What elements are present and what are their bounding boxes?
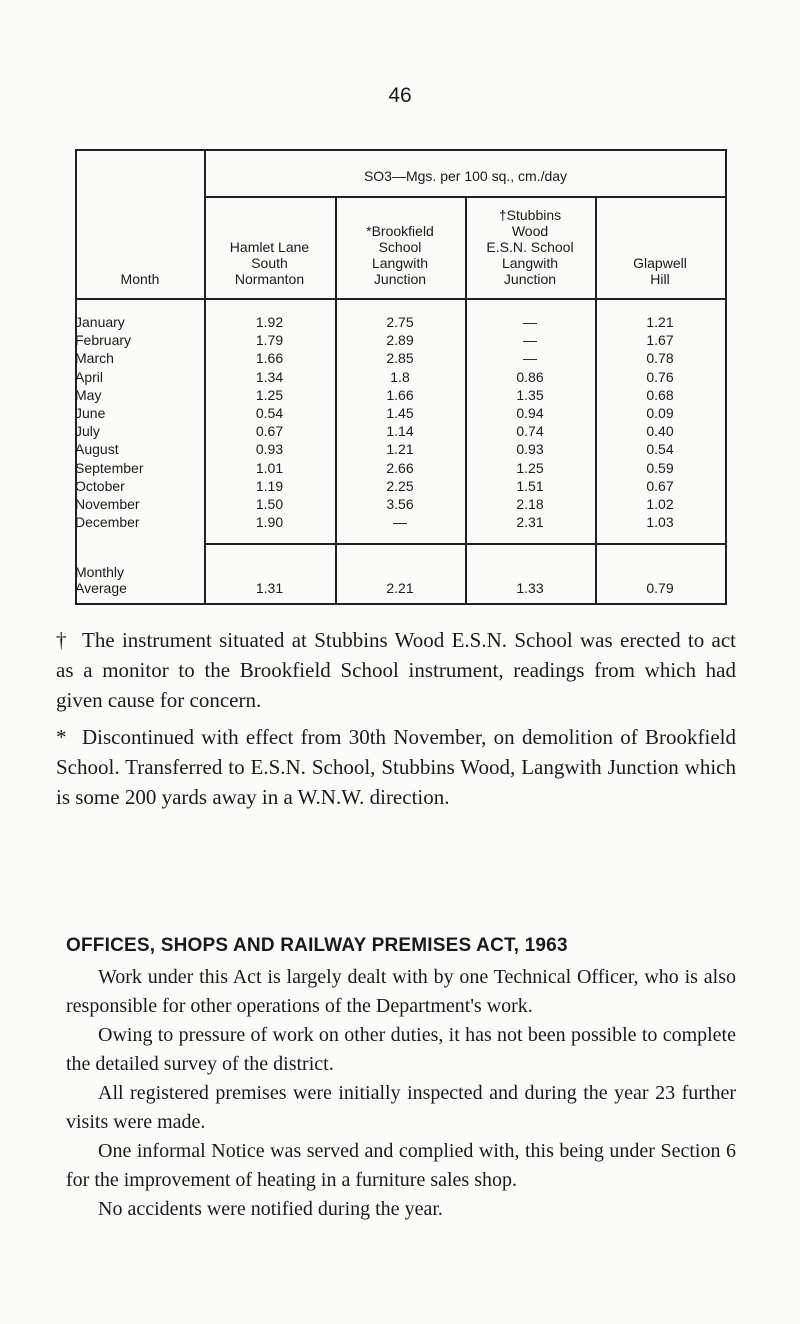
footnote <box>56 625 736 715</box>
value-cell: 0.59 <box>646 459 674 476</box>
value-cell: 1.45 <box>386 405 414 421</box>
header-rule <box>204 196 727 198</box>
value-cell: 2.75 <box>386 314 414 330</box>
value-cell: 1.01 <box>255 459 284 476</box>
paragraph: All registered premises were initially inspected and during the year 23 further visits were made. <box>66 1082 736 1133</box>
value-cell: 1.79 <box>255 332 284 349</box>
value-cell: 1.25 <box>255 386 284 403</box>
value-cell: 0.54 <box>255 405 284 421</box>
average-rule <box>204 543 727 545</box>
value-cell: 0.94 <box>516 405 544 421</box>
column-header-stubbins-wood: †Stubbins Wood E.S.N. School Langwith Junction <box>486 207 574 287</box>
value-cell: 0.54 <box>646 441 674 458</box>
footnote-text: The instrument situated at Stubbins Wood E.S.N. School was erected to act as a monitor to the Brookfield School instrument, readings from which had given cause for concern. <box>56 628 736 712</box>
value-cell: 0.67 <box>255 423 284 440</box>
table-row <box>75 387 727 403</box>
month-cell: July <box>75 423 100 440</box>
month-cell: June <box>75 405 106 421</box>
month-cell: November <box>75 496 140 512</box>
column-header-brookfield: *Brookfield School Langwith Junction <box>366 223 434 287</box>
table-row <box>75 460 727 476</box>
value-cell: 0.67 <box>646 477 674 494</box>
month-cell: March <box>75 350 114 367</box>
value-cell: 1.19 <box>255 477 284 494</box>
dagger-mark: † <box>56 628 67 652</box>
value-cell: 1.14 <box>386 423 414 440</box>
page-number: 46 <box>388 84 412 107</box>
value-cell: 1.02 <box>646 496 674 512</box>
value-cell: 1.66 <box>386 386 414 403</box>
value-cell: 1.25 <box>516 459 544 476</box>
value-cell: 1.03 <box>646 514 674 531</box>
value-cell: 1.66 <box>255 350 284 367</box>
month-cell: January <box>75 314 125 330</box>
value-cell: 2.85 <box>386 350 414 367</box>
value-cell: 0.68 <box>646 386 674 403</box>
column-header-glapwell-hill: Glapwell Hill <box>633 255 687 287</box>
footnote <box>56 722 736 812</box>
value-cell: 2.66 <box>386 459 414 476</box>
value-cell: 1.34 <box>255 368 284 385</box>
value-cell: 0.74 <box>516 423 544 440</box>
value-cell: 0.93 <box>255 441 284 458</box>
month-cell: May <box>75 386 102 403</box>
section-heading: OFFICES, SHOPS AND RAILWAY PREMISES ACT, 1963 <box>66 935 568 956</box>
so3-table <box>75 149 727 605</box>
table-row <box>75 478 727 494</box>
value-cell: — <box>523 350 537 367</box>
table-row <box>75 350 727 366</box>
value-cell: 1.8 <box>390 368 410 385</box>
value-cell: 1.90 <box>255 514 284 531</box>
value-cell: 2.25 <box>386 477 414 494</box>
value-cell: 1.92 <box>255 314 284 330</box>
table-row <box>75 369 727 385</box>
average-value: 0.79 <box>646 580 674 596</box>
month-cell: April <box>75 368 104 385</box>
paragraph: No accidents were notified during the year. <box>98 1198 443 1220</box>
value-cell: 2.18 <box>516 496 544 512</box>
value-cell: 1.50 <box>255 496 284 512</box>
value-cell: 0.86 <box>516 368 544 385</box>
average-value: 1.33 <box>516 580 544 596</box>
value-cell: — <box>523 332 537 349</box>
value-cell: 1.67 <box>646 332 674 349</box>
value-cell: 2.89 <box>386 332 414 349</box>
value-cell: 1.35 <box>516 386 544 403</box>
value-cell: 0.93 <box>516 441 544 458</box>
value-cell: 0.09 <box>646 405 674 421</box>
table-title: SO3—Mgs. per 100 sq., cm./day <box>363 168 568 184</box>
value-cell: 1.51 <box>516 477 544 494</box>
value-cell: 1.21 <box>386 441 414 458</box>
table-row <box>75 441 727 457</box>
value-cell: — <box>523 314 537 330</box>
value-cell: 3.56 <box>386 496 414 512</box>
section-body <box>66 963 736 1224</box>
value-cell: 1.21 <box>646 314 674 330</box>
value-cell: 0.40 <box>646 423 674 440</box>
footnote-text: Discontinued with effect from 30th November, on demolition of Brookfield School. Transferred to E.S.N. School, Stubbins Wood, Langwith Junction which is some 200 yards away in a W.N.W. direction. <box>56 725 736 809</box>
average-value: 2.21 <box>386 580 414 596</box>
month-header: Month <box>120 271 160 287</box>
paragraph: One informal Notice was served and complied with, this being under Section 6 for the improvement of heating in a furniture sales shop. <box>66 1140 736 1191</box>
month-cell: February <box>75 332 132 349</box>
table-row <box>75 314 727 330</box>
column-header-hamlet-lane: Hamlet Lane South Normanton <box>229 239 310 287</box>
value-cell: 2.31 <box>516 514 544 531</box>
average-label: Monthly Average <box>75 564 127 596</box>
table-row <box>75 514 727 530</box>
asterisk-mark: * <box>56 725 67 749</box>
value-cell: 0.76 <box>646 368 674 385</box>
table-row <box>75 332 727 348</box>
value-cell: — <box>393 514 407 531</box>
month-cell: September <box>75 459 144 476</box>
average-value: 1.31 <box>255 580 284 596</box>
month-cell: October <box>75 477 125 494</box>
month-cell: August <box>75 441 119 458</box>
paragraph: Work under this Act is largely dealt with by one Technical Officer, who is also responsible for other operations of the Department's work. <box>66 966 736 1017</box>
paragraph: Owing to pressure of work on other duties, it has not been possible to complete the detailed survey of the district. <box>66 1024 736 1075</box>
month-cell: December <box>75 514 140 531</box>
value-cell: 0.78 <box>646 350 674 367</box>
header-bottom-rule <box>75 298 727 300</box>
table-row <box>75 405 727 421</box>
table-row <box>75 496 727 512</box>
table-row <box>75 423 727 439</box>
